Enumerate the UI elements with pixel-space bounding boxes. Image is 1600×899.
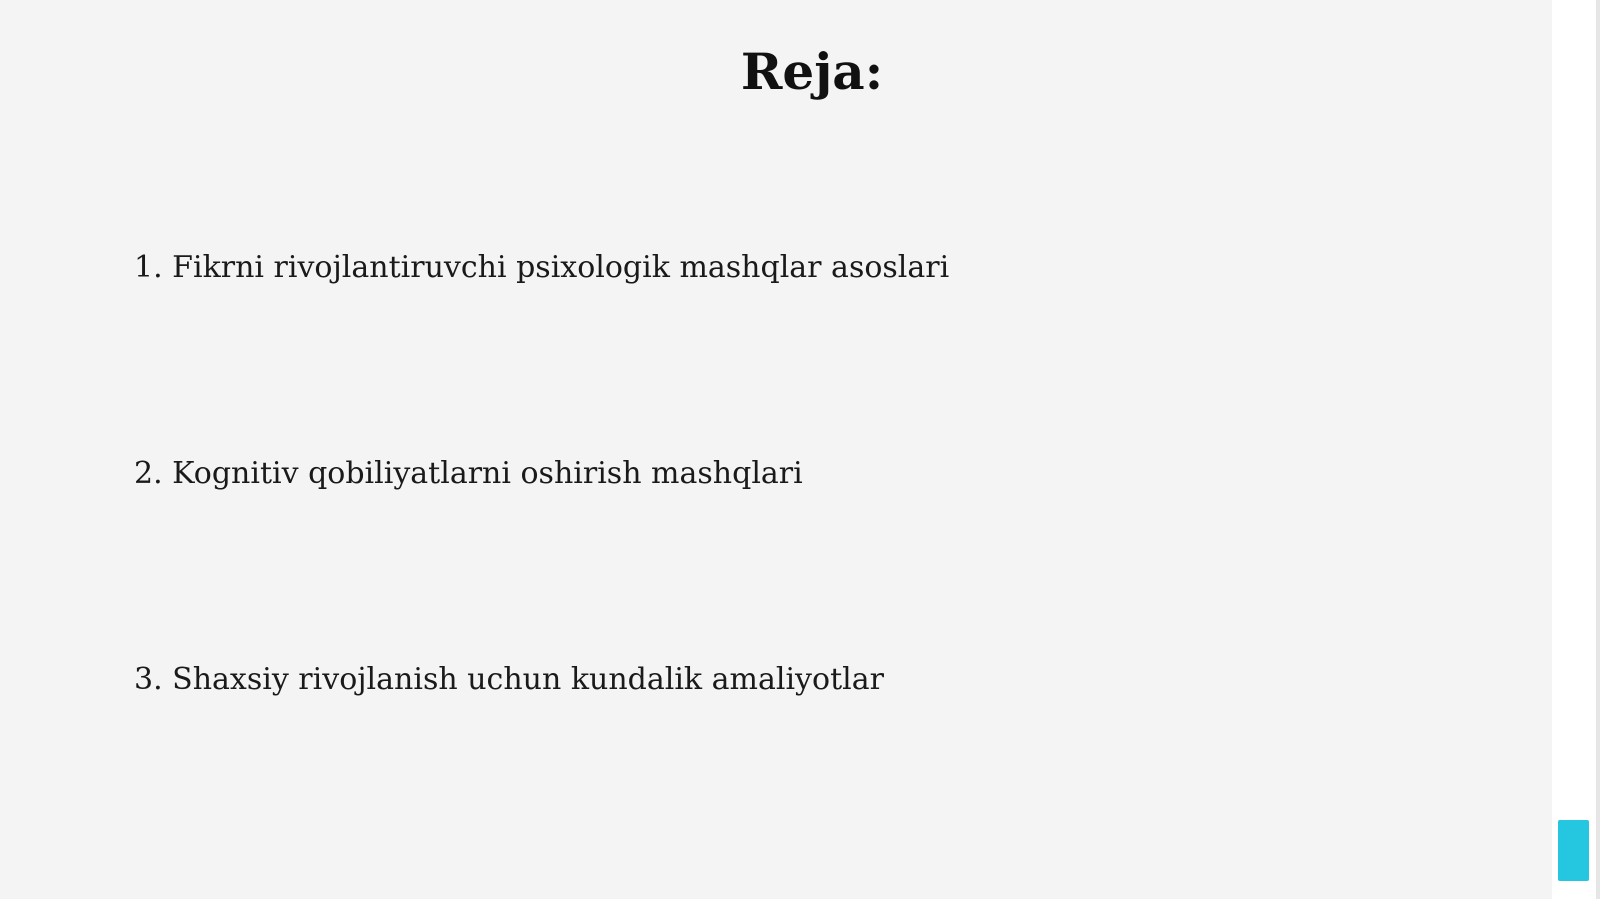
plan-item-2: 2. Kognitiv qobiliyatlarni oshirish mashqlari [134,456,803,491]
side-margin [1552,0,1600,899]
plan-item-3: 3. Shaxsiy rivojlanish uchun kundalik amaliyotlar [134,662,884,697]
side-tab-button[interactable] [1558,820,1589,881]
slide-title: Reja: [740,42,884,101]
plan-item-1: 1. Fikrni rivojlantiruvchi psixologik mashqlar asoslari [134,250,950,285]
window-edge [1596,0,1600,899]
